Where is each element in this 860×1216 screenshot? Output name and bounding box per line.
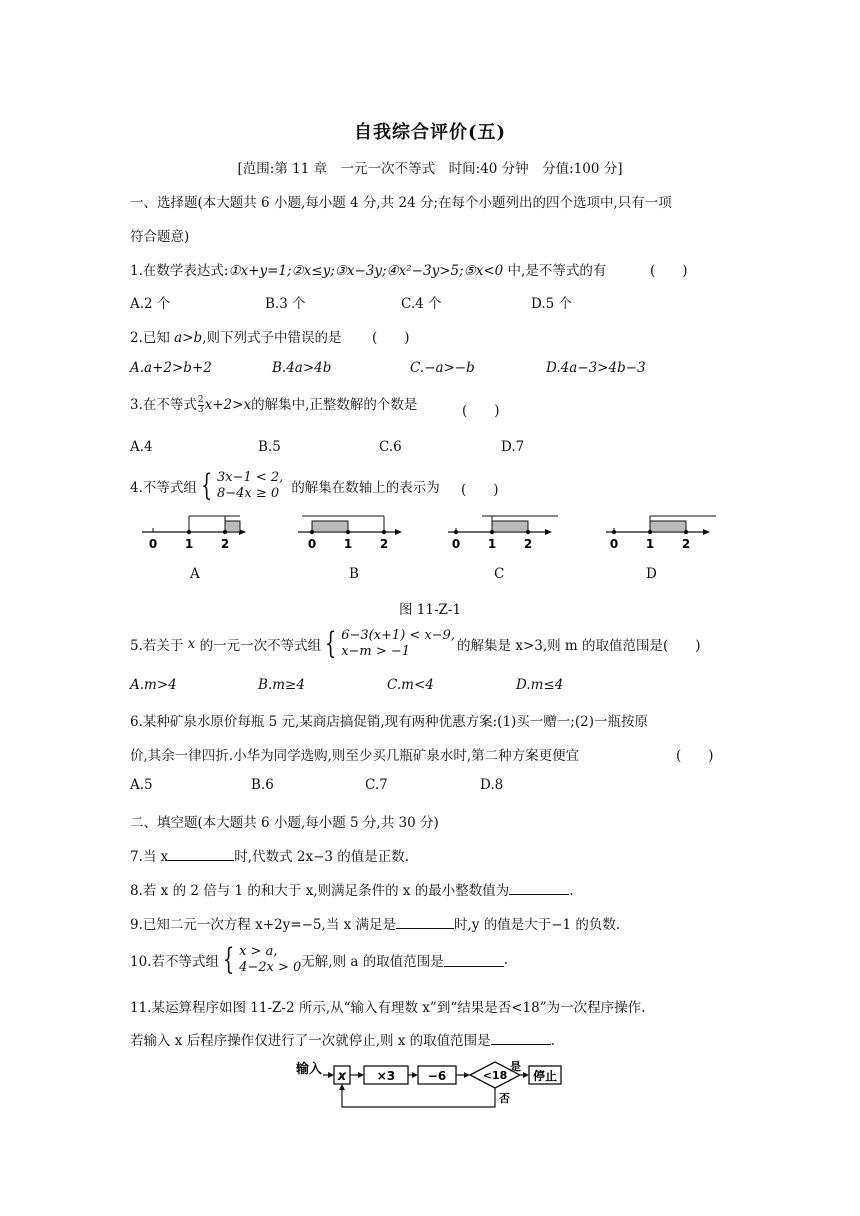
q1-option-b: B.3 个 — [265, 296, 306, 312]
flow-box-minus6-label: −6 — [427, 1069, 447, 1083]
q2-option-b: B.4a>4b — [272, 360, 332, 376]
question-11-line-1: 11.某运算程序如图 11-Z-2 所示,从“输入有理数 x”到“结果是否<18”为一次程序操作. — [130, 1000, 646, 1016]
flowchart-11-z-2 — [296, 1058, 566, 1112]
axis-arrow-icon — [545, 529, 552, 535]
q5-option-c: C.m<4 — [387, 677, 434, 693]
tick-label: 1 — [184, 537, 194, 551]
question-4-stem: 4.不等式组 { 3x−1 < 2, 8−4x ≥ 0 的解集在数轴上的表示为 — [130, 468, 440, 503]
arrow-icon — [328, 1072, 334, 1078]
q5-option-b: B.m≥4 — [258, 677, 305, 693]
tick-label: 1 — [343, 537, 353, 551]
flow-decision-label: <18 — [482, 1069, 508, 1082]
question-1-answer-paren: ( ) — [650, 263, 688, 279]
fraction-two-thirds: $\frac{2}{3}$ — [197, 395, 204, 415]
q3-option-a: A.4 — [130, 439, 153, 455]
arrow-icon — [339, 1084, 345, 1090]
flow-box-times3-label: ×3 — [376, 1069, 396, 1083]
tick-label: 2 — [220, 537, 230, 551]
number-line-b — [296, 512, 406, 552]
question-6-line-1: 6.某种矿泉水原价每瓶 5 元,某商店搞促销,现有两种优惠方案:(1)买一赠一;(2)一瓶按原 — [130, 714, 648, 730]
arrow-icon — [523, 1072, 529, 1078]
inequality-system-q5: { 6−3(x+1) < x−9, x−m > −1 — [324, 626, 456, 661]
tick-label: 0 — [451, 537, 461, 551]
question-8: 8.若 x 的 2 倍与 1 的和大于 x,则满足条件的 x 的最小整数值为 . — [130, 883, 574, 899]
flow-yes-label: 是 — [510, 1060, 521, 1073]
section-heading-choice-cont: 符合题意) — [130, 229, 190, 245]
q6-option-a: A.5 — [130, 777, 153, 793]
question-6-line-2: 价,其余一律四折.小华为同学选购,则至少买几瓶矿泉水时,第二种方案更便宜 — [130, 748, 580, 764]
q2-option-a: A.a+2>b+2 — [130, 360, 212, 376]
arrow-icon — [412, 1072, 418, 1078]
q1-option-c: C.4 个 — [401, 296, 442, 312]
q5-option-d: D.m≤4 — [516, 677, 564, 693]
q3-option-d: D.7 — [501, 439, 525, 455]
flow-box-x-label: x — [337, 1069, 347, 1084]
answer-blank[interactable] — [444, 954, 504, 967]
question-2-answer-paren: ( ) — [372, 330, 410, 346]
arrow-icon — [358, 1072, 364, 1078]
question-2-stem: 2.已知 a>b,则下列式子中错误的是 — [130, 330, 342, 346]
q3-option-b: B.5 — [258, 439, 281, 455]
answer-blank[interactable] — [168, 848, 234, 861]
flow-stop-label: 停止 — [532, 1069, 558, 1083]
question-4-answer-paren: ( ) — [461, 482, 499, 498]
q5-option-a: A.m>4 — [130, 677, 177, 693]
question-3-stem: 3.在不等式 $\frac{2}{3}$ x+2>x的解集中,正整数解的个数是 — [130, 395, 418, 415]
answer-blank[interactable] — [491, 1032, 551, 1045]
q2-option-d: D.4a−3>4b−3 — [546, 360, 646, 376]
q2-option-c: C.−a>−b — [410, 360, 475, 376]
figure-caption-11-z-1: 图 11-Z-1 — [398, 602, 462, 618]
flow-input-label: 输入 — [296, 1062, 323, 1077]
question-1-stem: 1.在数学表达式:①x+y=1;②x≤y;③x−3y;④x²−3y>5;⑤x<0 中,是不等式的有 — [130, 263, 607, 279]
section-heading-fill-in: 二、填空题(本大题共 6 小题,每小题 5 分,共 30 分) — [130, 815, 439, 831]
q3-option-c: C.6 — [379, 439, 402, 455]
figure-option-a-label: A — [190, 566, 200, 582]
flow-no-label: 否 — [499, 1092, 510, 1105]
q6-option-b: B.6 — [251, 777, 274, 793]
q6-option-c: C.7 — [365, 777, 388, 793]
axis-arrow-icon — [703, 529, 710, 535]
tick-label: 2 — [681, 537, 691, 551]
q6-option-d: D.8 — [480, 777, 504, 793]
tick-label: 0 — [307, 537, 317, 551]
number-line-a — [140, 512, 250, 552]
q1-option-d: D.5 个 — [531, 296, 573, 312]
tick-label: 2 — [379, 537, 389, 551]
number-line-d — [604, 512, 720, 552]
tick-label: 0 — [148, 537, 158, 551]
q1-option-a: A.2 个 — [130, 296, 171, 312]
figure-option-d-label: D — [646, 566, 657, 582]
question-7: 7.当 x 时,代数式 2x−3 的值是正数. — [130, 849, 410, 865]
figure-option-b-label: B — [349, 566, 359, 582]
axis-arrow-icon — [395, 529, 402, 535]
tick-label: 1 — [645, 537, 655, 551]
inequality-system-q10: { x > a, 4−2x > 0 — [222, 942, 302, 977]
tick-label: 2 — [523, 537, 533, 551]
question-6-answer-paren: ( ) — [676, 748, 714, 764]
question-5-stem: 5.若关于 x 的一元一次不等式组 { 6−3(x+1) < x−9, x−m > −1 的解集是 x>3,则 m 的取值范围是( ) — [130, 626, 701, 661]
inequality-system-q4: { 3x−1 < 2, 8−4x ≥ 0 — [200, 468, 284, 503]
section-heading-choice: 一、选择题(本大题共 6 小题,每小题 4 分,共 24 分;在每个小题列出的四个选项中,只有一项 — [130, 195, 672, 211]
tick-label: 0 — [609, 537, 619, 551]
question-3-answer-paren: ( ) — [462, 403, 500, 419]
page-title: 自我综合评价(五) — [353, 122, 507, 143]
number-line-c — [446, 512, 562, 552]
question-10: 10.若不等式组 { x > a, 4−2x > 0 无解,则 a 的取值范围是 . — [130, 942, 509, 977]
answer-blank[interactable] — [509, 882, 569, 895]
exam-scope: [范围:第 11 章 一元一次不等式 时间:40 分钟 分值:100 分] — [237, 161, 623, 177]
figure-option-c-label: C — [494, 566, 505, 582]
tick-label: 1 — [487, 537, 497, 551]
flow-loop-line — [342, 1088, 495, 1107]
question-9: 9.已知二元一次方程 x+2y=−5,当 x 满足是 时,y 的值是大于−1 的负数. — [130, 917, 621, 933]
question-11-line-2: 若输入 x 后程序操作仅进行了一次就停止,则 x 的取值范围是 . — [130, 1033, 555, 1049]
answer-blank[interactable] — [396, 916, 454, 929]
